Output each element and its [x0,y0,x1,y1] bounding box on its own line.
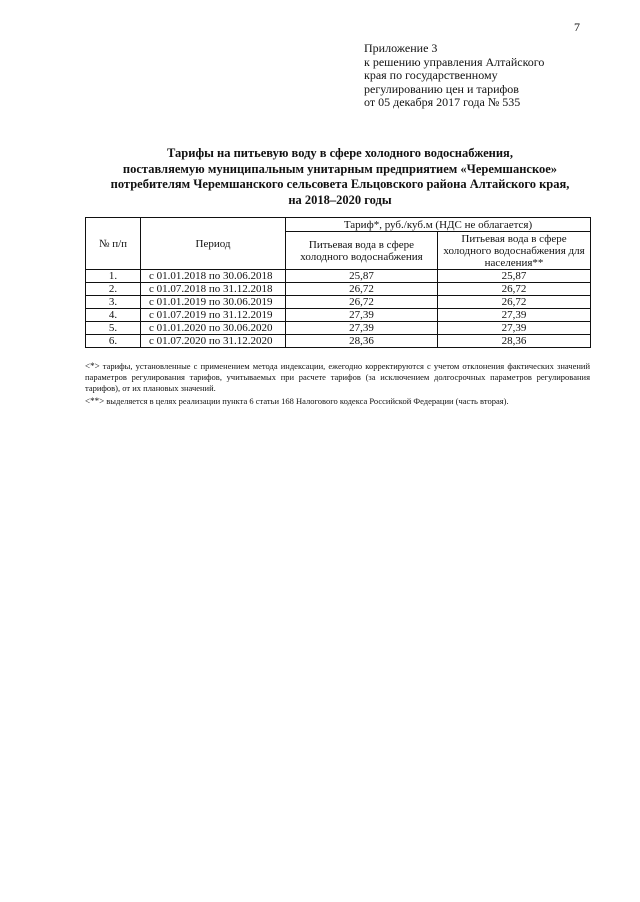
row-population: 25,87 [438,270,591,283]
row-number: 3. [86,296,141,309]
footnote-mark: <*> [85,361,100,371]
row-period: с 01.07.2019 по 31.12.2019 [141,309,286,322]
row-general: 26,72 [286,296,438,309]
table-row [86,309,591,322]
title-line: потребителям Черемшанского сельсовета Ельцовского района Алтайского края, [110,177,570,191]
row-population: 28,36 [438,335,591,348]
footnote [85,361,590,394]
header-population: Питьевая вода в сфере холодного водоснабжения для населения** [438,232,591,270]
row-number: 1. [86,270,141,283]
header-tariff: Тариф*, руб./куб.м (НДС не облагается) [286,218,591,232]
title-line: Тарифы на питьевую воду в сфере холодного водоснабжения, [167,146,513,160]
footnotes [85,361,590,409]
title-line: на 2018–2020 годы [288,192,392,207]
appendix-header [364,42,584,110]
row-period: с 01.07.2020 по 31.12.2020 [141,335,286,348]
appendix-line: края по государственному [364,68,498,82]
row-number: 2. [86,283,141,296]
table-row [86,335,591,348]
appendix-line: к решению управления Алтайского [364,54,545,69]
row-population: 27,39 [438,322,591,335]
footnote [85,396,590,407]
appendix-line: регулированию цен и тарифов [364,81,519,96]
row-general: 27,39 [286,322,438,335]
tariff-table [85,217,591,348]
row-population: 26,72 [438,283,591,296]
row-population: 26,72 [438,296,591,309]
row-general: 26,72 [286,283,438,296]
footnote-text: тарифы, установленные с применением метода индексации, ежегодно корректируются с учетом отклонения фактических значений параметров регулирования тарифов, учитываемых при расчете тарифов (за исключением долгосрочных параметров регулирования тарифов), от их плановых значений. [85,361,590,393]
row-number: 6. [86,335,141,348]
header-number: № п/п [86,218,141,270]
row-period: с 01.07.2018 по 31.12.2018 [141,283,286,296]
appendix-line: Приложение 3 [364,41,438,55]
footnote-text: выделяется в целях реализации пункта 6 статьи 168 Налогового кодекса Российской Федерации (часть вторая). [106,396,509,406]
row-general: 25,87 [286,270,438,283]
title-line: поставляемую муниципальным унитарным предприятием «Черемшанское» [122,161,558,176]
table-row [86,322,591,335]
table-row [86,270,591,283]
page-number: 7 [574,20,580,34]
document-title [60,146,620,208]
header-period: Период [141,218,286,270]
header-general: Питьевая вода в сфере холодного водоснабжения [286,232,438,270]
appendix-line: от 05 декабря 2017 года № 535 [364,95,521,109]
row-general: 28,36 [286,335,438,348]
row-period: с 01.01.2020 по 30.06.2020 [141,322,286,335]
row-number: 5. [86,322,141,335]
footnote-mark: <**> [85,396,105,406]
table-row [86,283,591,296]
row-period: с 01.01.2018 по 30.06.2018 [141,270,286,283]
row-general: 27,39 [286,309,438,322]
row-population: 27,39 [438,309,591,322]
row-period: с 01.01.2019 по 30.06.2019 [141,296,286,309]
table-row [86,296,591,309]
row-number: 4. [86,309,141,322]
